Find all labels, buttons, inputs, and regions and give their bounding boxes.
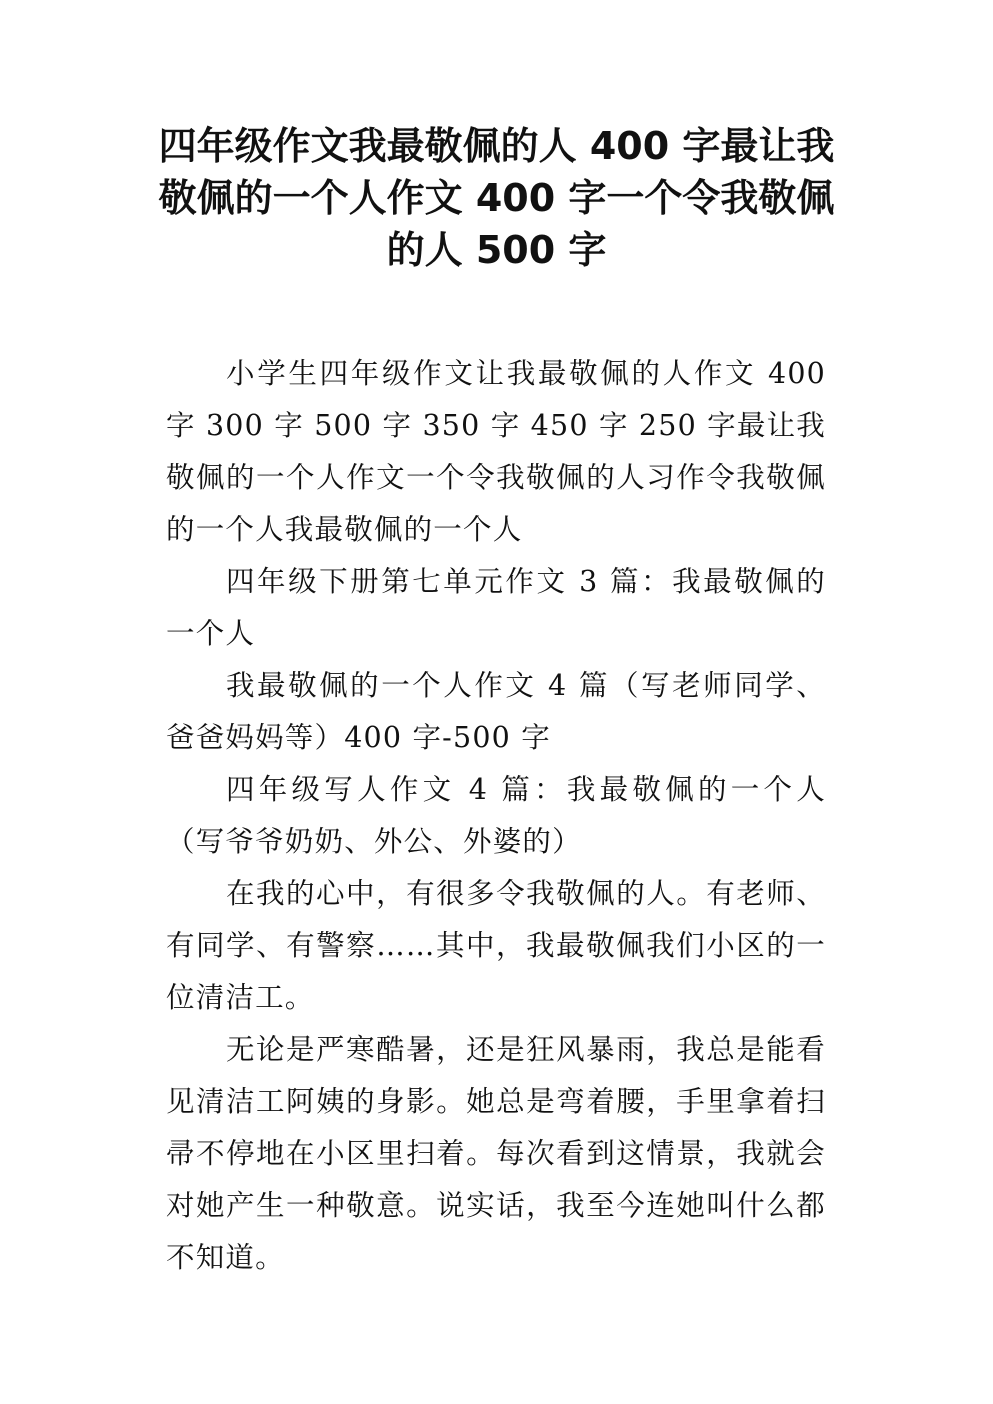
paragraph-2: 四年级下册第七单元作文 3 篇：我最敬佩的一个人: [166, 565, 826, 650]
paragraph-5: 在我的心中，有很多令我敬佩的人。有老师、有同学、有警察……其中，我最敬佩我们小区的一位清洁工。: [166, 877, 826, 1014]
paragraph-1: 小学生四年级作文让我最敬佩的人作文 400 字 300 字 500 字 350 字 450 字 250 字最让我敬佩的一个人作文一个令我敬佩的人习作令我敬佩的一个人我最敬佩的一个人: [166, 357, 826, 546]
paragraph-3: 我最敬佩的一个人作文 4 篇（写老师同学、爸爸妈妈等）400 字-500 字: [166, 669, 826, 754]
paragraph-4: 四年级写人作文 4 篇：我最敬佩的一个人（写爷爷奶奶、外公、外婆的）: [166, 773, 826, 858]
document-body: [166, 348, 826, 1284]
paragraph-6: 无论是严寒酷暑，还是狂风暴雨，我总是能看见清洁工阿姨的身影。她总是弯着腰，手里拿着扫帚不停地在小区里扫着。每次看到这情景，我就会对她产生一种敬意。说实话，我至今连她叫什么都不知道。: [166, 1033, 826, 1274]
document-title: 四年级作文我最敬佩的人 400 字最让我敬佩的一个人作文 400 字一个令我敬佩的人 500 字: [158, 124, 835, 272]
